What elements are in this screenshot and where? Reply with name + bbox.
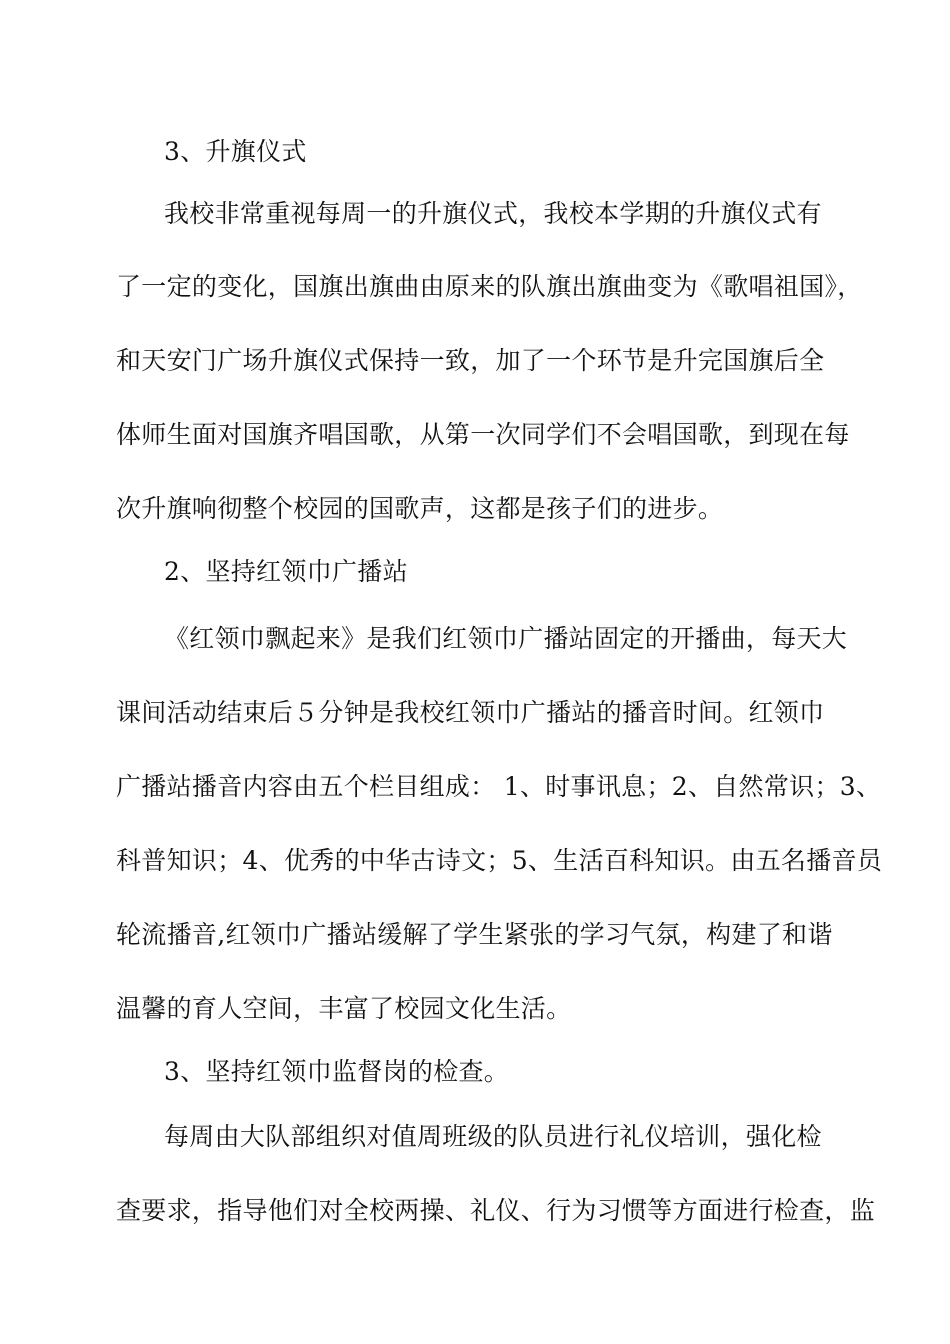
paragraph-line: 和天安门广场升旗仪式保持一致，加了一个环节是升完国旗后全 [116,346,825,375]
paragraph-line: 《红领巾飘起来》是我们红领巾广播站固定的开播曲，每天大 [164,624,848,653]
paragraph-line: 体师生面对国旗齐唱国歌，从第一次同学们不会唱国歌，到现在每 [116,420,850,449]
paragraph-line: 我校非常重视每周一的升旗仪式，我校本学期的升旗仪式有 [164,199,822,228]
paragraph-line: 了一定的变化，国旗出旗曲由原来的队旗出旗曲变为《歌唱祖国》， [116,272,863,301]
paragraph-line: 次升旗响彻整个校园的国歌声，这都是孩子们的进步。 [116,494,724,523]
paragraph-line: 广播站播音内容由五个栏目组成： 1、时事讯息；2、自然常识；3、 [116,772,882,801]
heading-broadcast-station: 2、坚持红领巾广播站 [164,557,408,586]
paragraph-line: 查要求，指导他们对全校两操、礼仪、行为习惯等方面进行检查，监 [116,1196,876,1225]
paragraph-line: 科普知识；4、优秀的中华古诗文；5、生活百科知识。由五名播音员 [116,846,883,875]
paragraph-line: 轮流播音,红领巾广播站缓解了学生紧张的学习气氛，构建了和谐 [116,920,833,949]
paragraph-line: 温馨的育人空间，丰富了校园文化生活。 [116,994,572,1023]
heading-flag-ceremony: 3、升旗仪式 [164,137,307,166]
paragraph-line: 课间活动结束后５分钟是我校红领巾广播站的播音时间。红领巾 [116,698,825,727]
paragraph-line: 每周由大队部组织对值周班级的队员进行礼仪培训，强化检 [164,1122,822,1151]
heading-supervision-post: 3、坚持红领巾监督岗的检查。 [164,1057,510,1086]
